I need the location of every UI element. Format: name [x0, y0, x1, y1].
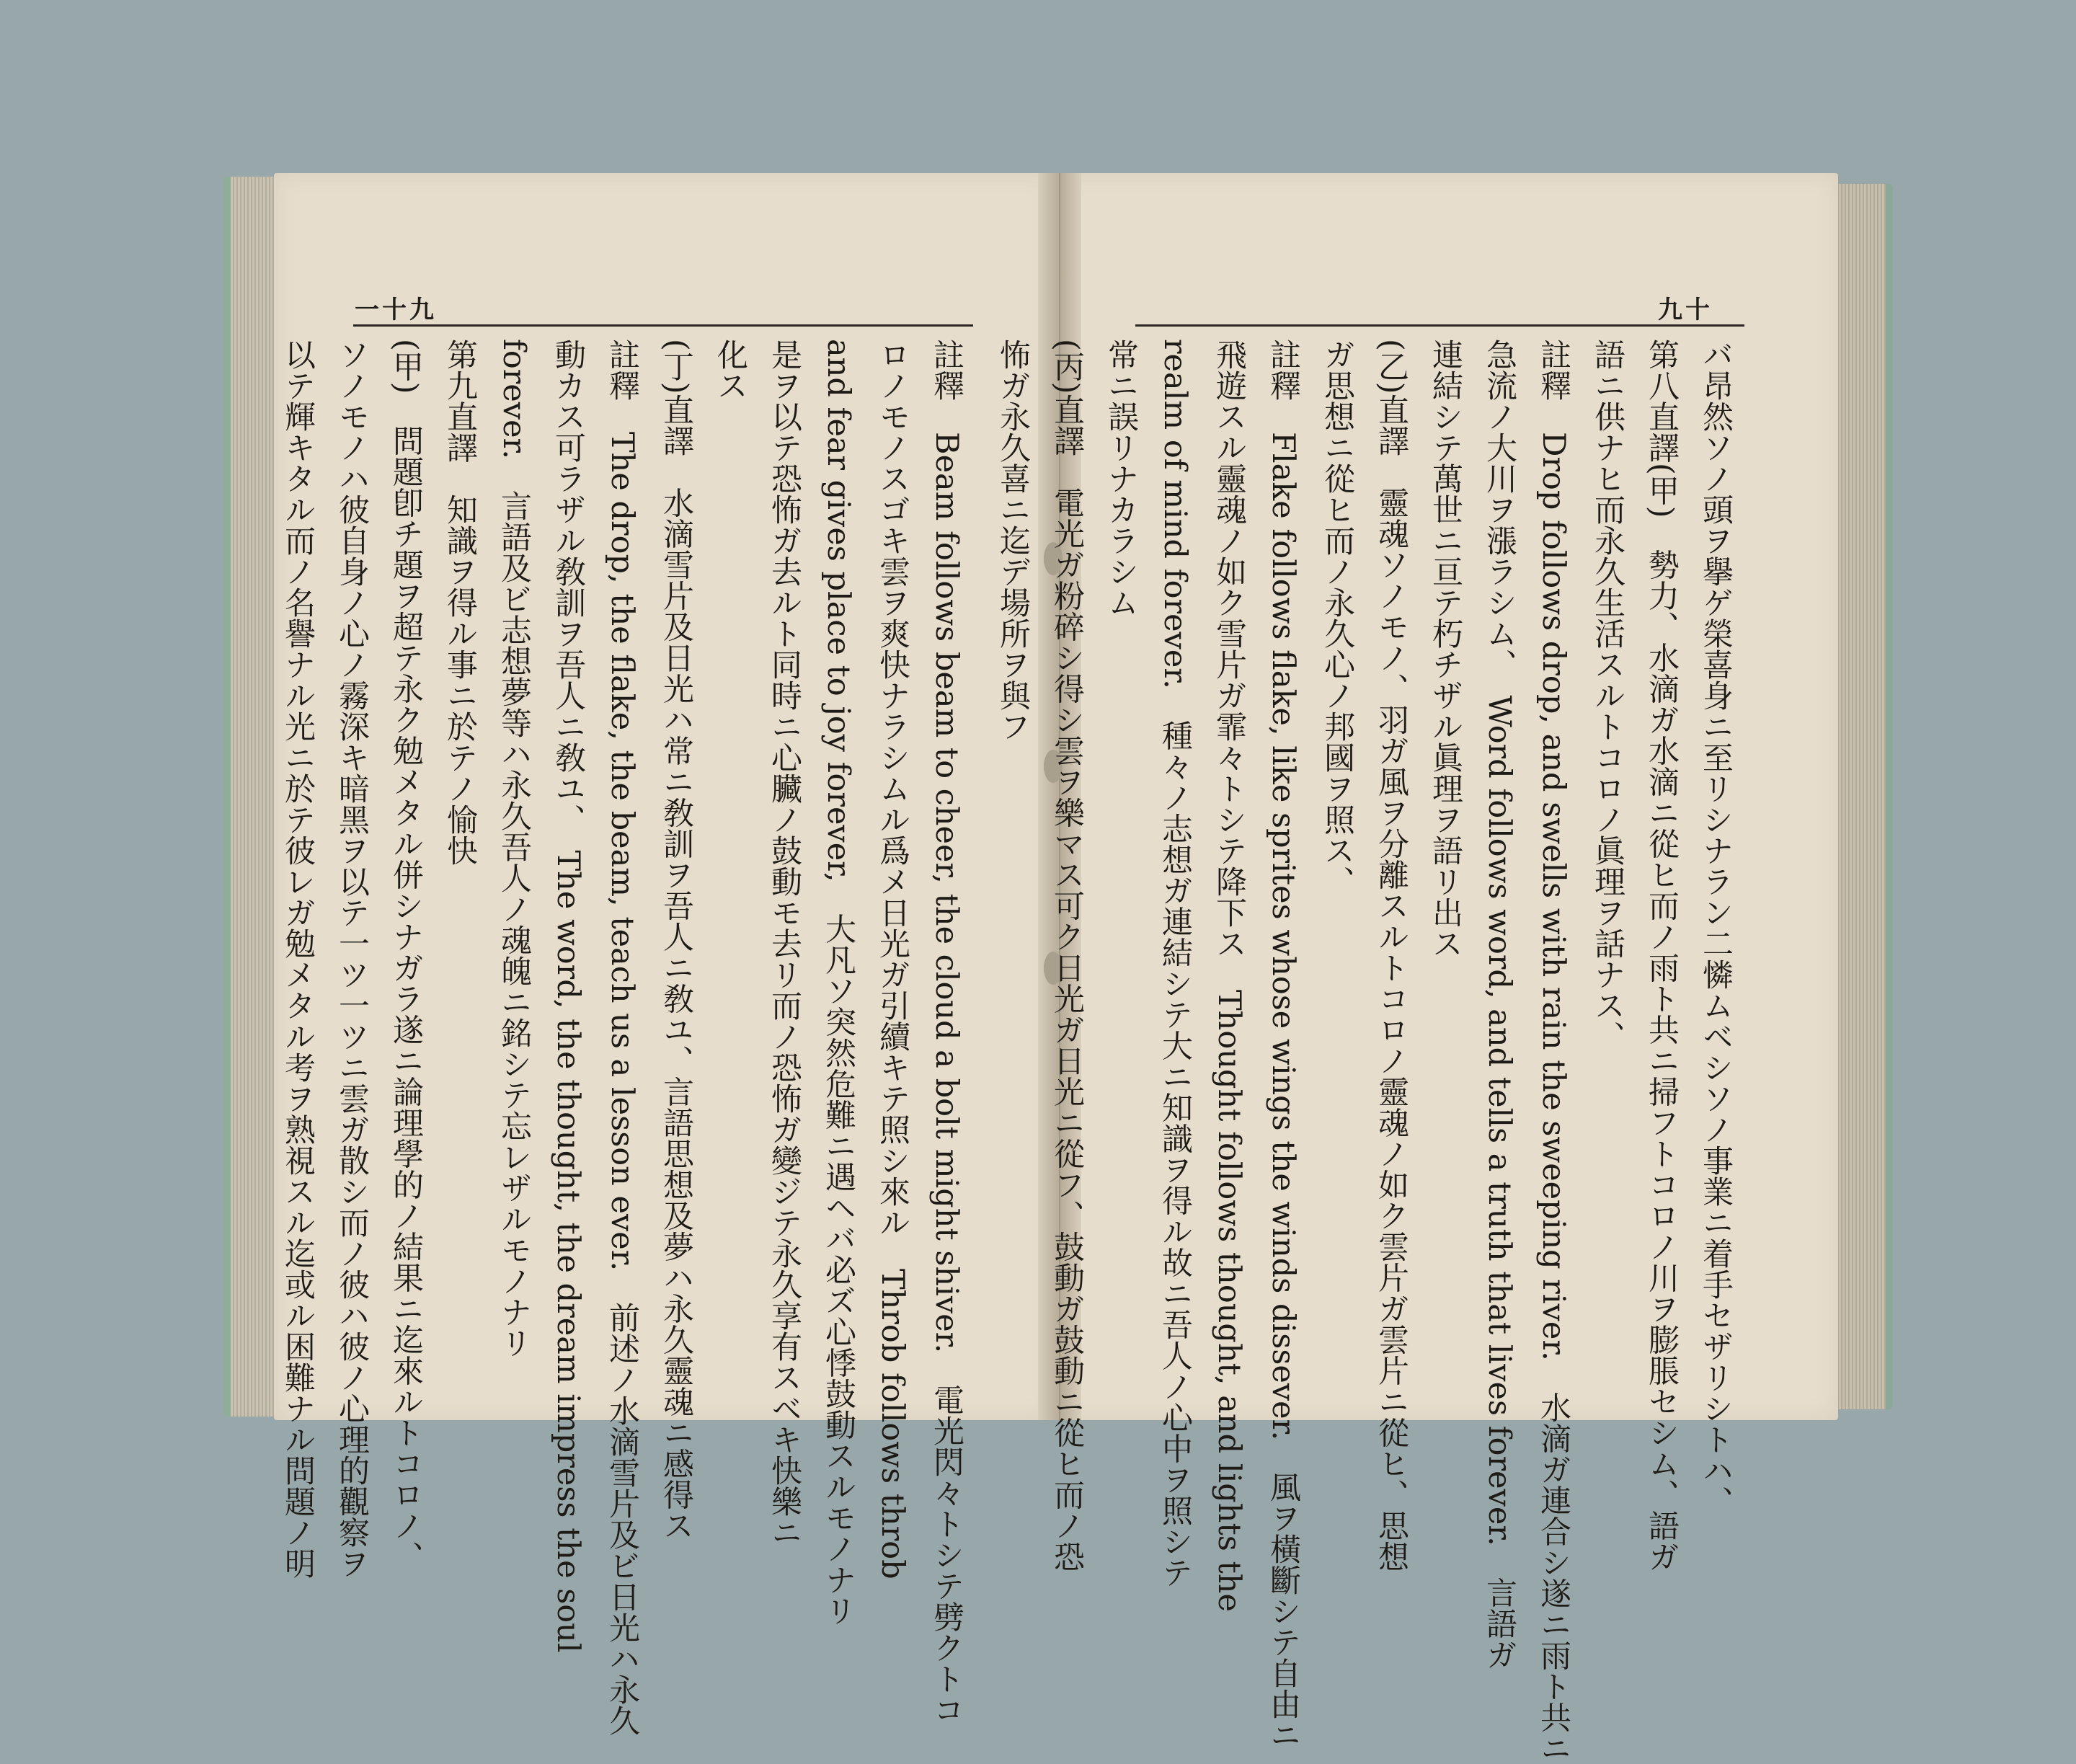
- text-line: 語ニ供ナヒ而永久生活スルトコロノ眞理ヲ話ナス、: [1589, 339, 1625, 1052]
- right-page-text: [995, 339, 1742, 1764]
- text-line: 急流ノ大川ヲ漲ラシム、 Word follows word, and tells a truth that lives forever. 言語ガ: [1481, 339, 1517, 1670]
- text-line: 化ス: [712, 339, 748, 401]
- text-line: (丙)直譯 電光ガ粉碎シ得シ雲ヲ樂マス可ク日光ガ日光ニ從フ、鼓動ガ鼓動ニ從ヒ而ノ恐: [1049, 339, 1085, 1572]
- text-line: ロノモノスゴキ雲ヲ爽快ナラシムル爲メ日光ガ引續キテ照シ來ル Throb follows throb: [874, 339, 910, 1579]
- text-line: 常ニ誤リナカラシム: [1103, 339, 1139, 618]
- text-line: realm of mind forever. 種々ノ志想ガ連結シテ大ニ知識ヲ得ル故ニ吾人ノ心中ヲ照シテ: [1157, 339, 1193, 1588]
- text-line: (乙)直譯 靈魂ソノモノ、羽ガ風ヲ分離スルトコロノ靈魂ノ如ク雲片ガ雲片ニ從ヒ、思想: [1373, 339, 1409, 1572]
- text-line: (丁)直譯 水滴雪片及日光ハ常ニ敎訓ヲ吾人ニ敎ユ、言語思想及夢ハ永久靈魂ニ感得ス: [658, 339, 694, 1541]
- text-line: ソノモノハ彼自身ノ心ノ霧深キ暗黑ヲ以テ一ツ一ツニ雲ガ散シ而ノ彼ハ彼ノ心理的觀察ヲ: [334, 339, 370, 1579]
- right-page-number: 九十: [1658, 296, 1713, 324]
- text-line: 註釋 The drop, the flake, the beam, teach us a lesson ever. 前述ノ水滴雪片及ビ日光ハ永久: [604, 339, 640, 1737]
- text-line: and fear gives place to joy forever, 大凡ソ突然危難ニ遇ヘバ必ズ心悸鼓動スルモノナリ: [820, 339, 856, 1626]
- text-line: 第八直譯(甲) 勢力、水滴ガ水滴ニ從ヒ而ノ雨ト共ニ掃フトコロノ川ヲ膨脹セシム、語ガ: [1644, 339, 1680, 1572]
- left-page-number: 一十九: [355, 296, 437, 324]
- text-line: 是ヲ以テ恐怖ガ去ルト同時ニ心臟ノ鼓動モ去リ而ノ恐怖ガ變ジテ永久享有スベキ快樂ニ: [766, 339, 802, 1548]
- text-line: (甲) 問題卽チ題ヲ超テ永ク勉メタル併シナガラ遂ニ論理學的ノ結果ニ迄來ルトコロノ、: [388, 339, 424, 1572]
- text-line: 註釋 Flake follows flake, like sprites whose wings the winds dissever. 風ヲ橫斷シテ自由ニ: [1265, 339, 1301, 1751]
- text-line: 以テ輝キタル而ノ名譽ナル光ニ於テ彼レガ勉メタル考ヲ熟視スル迄或ル困難ナル問題ノ明: [280, 339, 316, 1579]
- text-line: 連結シテ萬世ニ亘テ朽チザル眞理ヲ語リ出ス: [1427, 339, 1463, 959]
- text-line: 動カス可ラザル敎訓ヲ吾人ニ敎ユ、 The word, the thought, the dream impress the soul: [550, 339, 586, 1653]
- text-line: ガ思想ニ從ヒ而ノ永久心ノ邦國ヲ照ス、: [1319, 339, 1355, 897]
- text-line: 第九直譯 知識ヲ得ル事ニ於テノ愉快: [442, 339, 478, 866]
- text-line: 怖ガ永久喜ニ迄デ場所ヲ與フ: [995, 339, 1031, 742]
- text-line: 註釋 Beam follows beam to cheer, the cloud a bolt might shiver. 電光閃々トシテ劈クトコ: [928, 339, 964, 1726]
- left-header-rule: [353, 324, 973, 327]
- right-header-rule: [1135, 324, 1744, 327]
- text-line: forever. 言語及ビ志想夢等ハ永久吾人ノ魂魄ニ銘シテ忘レザルモノナリ: [496, 339, 532, 1359]
- text-line: バ昂然ソノ頭ヲ擧ゲ榮喜身ニ至リシナラン二憐ムベシソノ事業ニ着手セザリシトハ、: [1698, 339, 1734, 1517]
- text-line: 註釋 Drop follows drop, and swells with rain the sweeping river. 水滴ガ連合シ遂ニ雨ト共ニ: [1535, 339, 1571, 1764]
- left-page-text: [280, 339, 973, 1737]
- text-line: 飛遊スル靈魂ノ如ク雪片ガ霏々トシテ降下ス Thought follows thought, and lights the: [1211, 339, 1247, 1612]
